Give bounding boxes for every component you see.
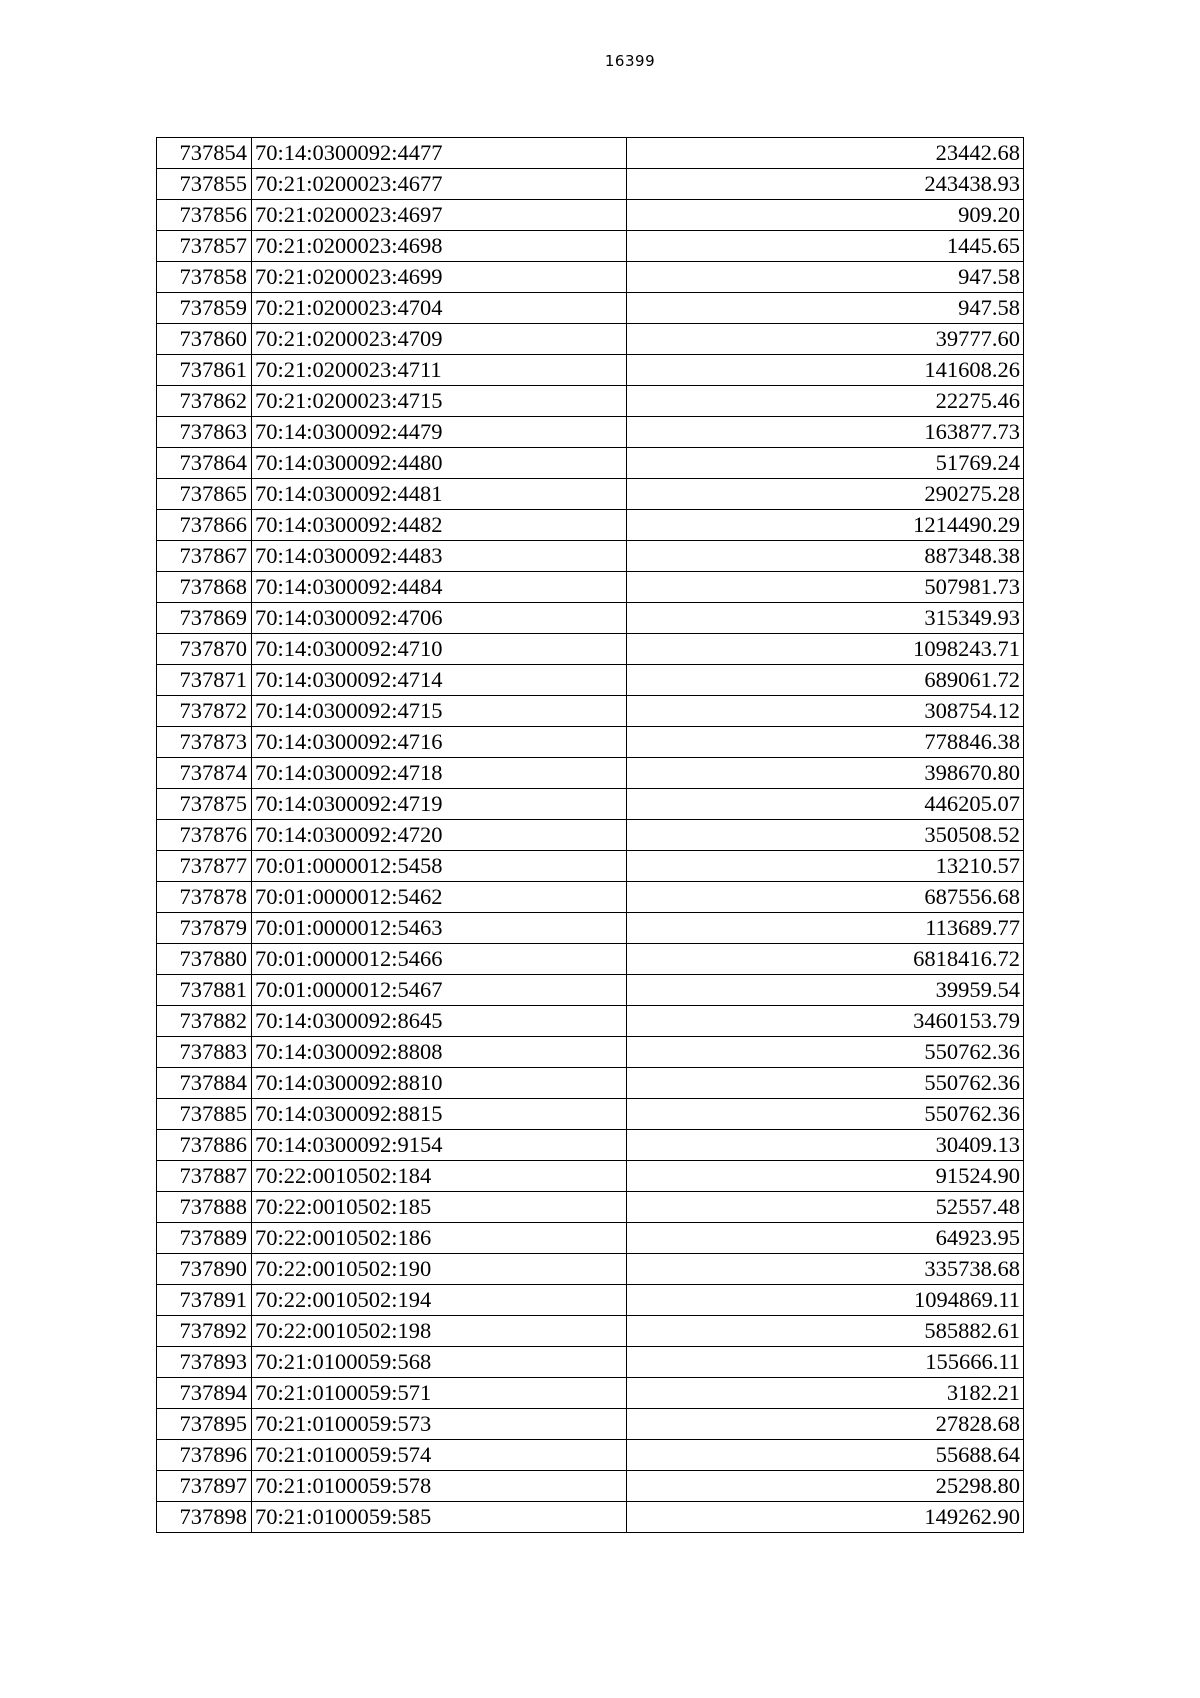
table-row bbox=[157, 138, 1024, 169]
row-number-cell: 737868 bbox=[157, 572, 252, 603]
row-number-cell: 737878 bbox=[157, 882, 252, 913]
cadastral-value-cell: 23442.68 bbox=[627, 138, 1024, 169]
cadastral-number-cell: 70:14:0300092:4715 bbox=[252, 696, 627, 727]
table-row bbox=[157, 231, 1024, 262]
cadastral-value-cell: 687556.68 bbox=[627, 882, 1024, 913]
table-row bbox=[157, 634, 1024, 665]
row-number-cell: 737860 bbox=[157, 324, 252, 355]
table-row bbox=[157, 665, 1024, 696]
cadastral-value-cell: 947.58 bbox=[627, 293, 1024, 324]
cadastral-number-cell: 70:22:0010502:184 bbox=[252, 1161, 627, 1192]
table-row bbox=[157, 572, 1024, 603]
cadastral-number-cell: 70:14:0300092:4716 bbox=[252, 727, 627, 758]
cadastral-value-cell: 39959.54 bbox=[627, 975, 1024, 1006]
cadastral-number-cell: 70:14:0300092:4710 bbox=[252, 634, 627, 665]
cadastral-value-cell: 113689.77 bbox=[627, 913, 1024, 944]
cadastral-number-cell: 70:21:0200023:4697 bbox=[252, 200, 627, 231]
table-row bbox=[157, 448, 1024, 479]
table-row bbox=[157, 293, 1024, 324]
cadastral-value-cell: 778846.38 bbox=[627, 727, 1024, 758]
cadastral-number-cell: 70:14:0300092:4481 bbox=[252, 479, 627, 510]
cadastral-value-cell: 335738.68 bbox=[627, 1254, 1024, 1285]
cadastral-value-cell: 3182.21 bbox=[627, 1378, 1024, 1409]
table-row bbox=[157, 169, 1024, 200]
cadastral-value-cell: 91524.90 bbox=[627, 1161, 1024, 1192]
row-number-cell: 737859 bbox=[157, 293, 252, 324]
row-number-cell: 737888 bbox=[157, 1192, 252, 1223]
cadastral-number-cell: 70:21:0100059:573 bbox=[252, 1409, 627, 1440]
table-row bbox=[157, 1161, 1024, 1192]
cadastral-number-cell: 70:21:0200023:4711 bbox=[252, 355, 627, 386]
cadastral-value-cell: 6818416.72 bbox=[627, 944, 1024, 975]
table-row bbox=[157, 510, 1024, 541]
row-number-cell: 737858 bbox=[157, 262, 252, 293]
row-number-cell: 737866 bbox=[157, 510, 252, 541]
table-row bbox=[157, 944, 1024, 975]
cadastral-value-cell: 446205.07 bbox=[627, 789, 1024, 820]
cadastral-number-cell: 70:21:0200023:4698 bbox=[252, 231, 627, 262]
row-number-cell: 737883 bbox=[157, 1037, 252, 1068]
cadastral-number-cell: 70:21:0100059:578 bbox=[252, 1471, 627, 1502]
cadastral-number-cell: 70:01:0000012:5458 bbox=[252, 851, 627, 882]
row-number-cell: 737880 bbox=[157, 944, 252, 975]
page-number: 16399 bbox=[604, 52, 656, 70]
row-number-cell: 737864 bbox=[157, 448, 252, 479]
table-row bbox=[157, 1130, 1024, 1161]
cadastral-number-cell: 70:01:0000012:5462 bbox=[252, 882, 627, 913]
row-number-cell: 737893 bbox=[157, 1347, 252, 1378]
cadastral-value-cell: 1214490.29 bbox=[627, 510, 1024, 541]
cadastral-value-cell: 30409.13 bbox=[627, 1130, 1024, 1161]
table-row bbox=[157, 541, 1024, 572]
cadastral-number-cell: 70:14:0300092:4719 bbox=[252, 789, 627, 820]
row-number-cell: 737885 bbox=[157, 1099, 252, 1130]
cadastral-value-cell: 689061.72 bbox=[627, 665, 1024, 696]
cadastral-number-cell: 70:14:0300092:8808 bbox=[252, 1037, 627, 1068]
table-row bbox=[157, 262, 1024, 293]
cadastral-value-cell: 39777.60 bbox=[627, 324, 1024, 355]
row-number-cell: 737890 bbox=[157, 1254, 252, 1285]
table-row bbox=[157, 386, 1024, 417]
row-number-cell: 737870 bbox=[157, 634, 252, 665]
cadastral-value-cell: 141608.26 bbox=[627, 355, 1024, 386]
table-row bbox=[157, 1502, 1024, 1533]
table-row bbox=[157, 851, 1024, 882]
cadastral-value-cell: 25298.80 bbox=[627, 1471, 1024, 1502]
table-row bbox=[157, 882, 1024, 913]
table-row bbox=[157, 1037, 1024, 1068]
table-row bbox=[157, 1347, 1024, 1378]
row-number-cell: 737854 bbox=[157, 138, 252, 169]
row-number-cell: 737877 bbox=[157, 851, 252, 882]
table-row bbox=[157, 1316, 1024, 1347]
cadastral-number-cell: 70:21:0100059:574 bbox=[252, 1440, 627, 1471]
cadastral-number-cell: 70:14:0300092:8815 bbox=[252, 1099, 627, 1130]
table-row bbox=[157, 913, 1024, 944]
cadastral-number-cell: 70:21:0200023:4709 bbox=[252, 324, 627, 355]
cadastral-number-cell: 70:14:0300092:4720 bbox=[252, 820, 627, 851]
table-row bbox=[157, 1471, 1024, 1502]
row-number-cell: 737856 bbox=[157, 200, 252, 231]
row-number-cell: 737876 bbox=[157, 820, 252, 851]
table-row bbox=[157, 1378, 1024, 1409]
cadastral-number-cell: 70:14:0300092:4479 bbox=[252, 417, 627, 448]
row-number-cell: 737861 bbox=[157, 355, 252, 386]
cadastral-number-cell: 70:21:0200023:4677 bbox=[252, 169, 627, 200]
table-row bbox=[157, 1409, 1024, 1440]
row-number-cell: 737886 bbox=[157, 1130, 252, 1161]
cadastral-value-cell: 243438.93 bbox=[627, 169, 1024, 200]
cadastral-value-cell: 27828.68 bbox=[627, 1409, 1024, 1440]
table-row bbox=[157, 417, 1024, 448]
row-number-cell: 737881 bbox=[157, 975, 252, 1006]
row-number-cell: 737862 bbox=[157, 386, 252, 417]
cadastral-number-cell: 70:21:0100059:585 bbox=[252, 1502, 627, 1533]
table-row bbox=[157, 1192, 1024, 1223]
table-row bbox=[157, 789, 1024, 820]
table-row bbox=[157, 727, 1024, 758]
cadastral-value-cell: 550762.36 bbox=[627, 1068, 1024, 1099]
cadastral-number-cell: 70:14:0300092:8645 bbox=[252, 1006, 627, 1037]
row-number-cell: 737896 bbox=[157, 1440, 252, 1471]
cadastral-number-cell: 70:22:0010502:194 bbox=[252, 1285, 627, 1316]
table-row bbox=[157, 820, 1024, 851]
row-number-cell: 737867 bbox=[157, 541, 252, 572]
cadastral-number-cell: 70:14:0300092:4480 bbox=[252, 448, 627, 479]
cadastral-value-cell: 22275.46 bbox=[627, 386, 1024, 417]
row-number-cell: 737887 bbox=[157, 1161, 252, 1192]
row-number-cell: 737889 bbox=[157, 1223, 252, 1254]
row-number-cell: 737863 bbox=[157, 417, 252, 448]
cadastral-number-cell: 70:14:0300092:4714 bbox=[252, 665, 627, 696]
cadastral-number-cell: 70:14:0300092:4484 bbox=[252, 572, 627, 603]
cadastral-number-cell: 70:01:0000012:5466 bbox=[252, 944, 627, 975]
cadastral-value-cell: 585882.61 bbox=[627, 1316, 1024, 1347]
cadastral-value-cell: 887348.38 bbox=[627, 541, 1024, 572]
cadastral-value-table bbox=[156, 137, 1024, 1533]
cadastral-value-cell: 350508.52 bbox=[627, 820, 1024, 851]
row-number-cell: 737891 bbox=[157, 1285, 252, 1316]
cadastral-value-cell: 290275.28 bbox=[627, 479, 1024, 510]
cadastral-value-cell: 308754.12 bbox=[627, 696, 1024, 727]
table-row bbox=[157, 975, 1024, 1006]
table-row bbox=[157, 324, 1024, 355]
row-number-cell: 737874 bbox=[157, 758, 252, 789]
table-row bbox=[157, 1254, 1024, 1285]
cadastral-number-cell: 70:22:0010502:186 bbox=[252, 1223, 627, 1254]
cadastral-number-cell: 70:22:0010502:190 bbox=[252, 1254, 627, 1285]
row-number-cell: 737897 bbox=[157, 1471, 252, 1502]
table-row bbox=[157, 1099, 1024, 1130]
cadastral-value-cell: 398670.80 bbox=[627, 758, 1024, 789]
table-row bbox=[157, 355, 1024, 386]
table-row bbox=[157, 603, 1024, 634]
cadastral-value-cell: 909.20 bbox=[627, 200, 1024, 231]
row-number-cell: 737855 bbox=[157, 169, 252, 200]
row-number-cell: 737875 bbox=[157, 789, 252, 820]
cadastral-value-cell: 1445.65 bbox=[627, 231, 1024, 262]
cadastral-number-cell: 70:14:0300092:4477 bbox=[252, 138, 627, 169]
table-row bbox=[157, 1223, 1024, 1254]
row-number-cell: 737879 bbox=[157, 913, 252, 944]
cadastral-value-cell: 163877.73 bbox=[627, 417, 1024, 448]
row-number-cell: 737873 bbox=[157, 727, 252, 758]
cadastral-number-cell: 70:21:0200023:4715 bbox=[252, 386, 627, 417]
row-number-cell: 737898 bbox=[157, 1502, 252, 1533]
row-number-cell: 737871 bbox=[157, 665, 252, 696]
cadastral-value-cell: 13210.57 bbox=[627, 851, 1024, 882]
row-number-cell: 737882 bbox=[157, 1006, 252, 1037]
cadastral-value-cell: 3460153.79 bbox=[627, 1006, 1024, 1037]
row-number-cell: 737892 bbox=[157, 1316, 252, 1347]
cadastral-number-cell: 70:01:0000012:5467 bbox=[252, 975, 627, 1006]
table-row bbox=[157, 1440, 1024, 1471]
cadastral-value-cell: 507981.73 bbox=[627, 572, 1024, 603]
table-row bbox=[157, 479, 1024, 510]
row-number-cell: 737869 bbox=[157, 603, 252, 634]
cadastral-number-cell: 70:01:0000012:5463 bbox=[252, 913, 627, 944]
cadastral-number-cell: 70:14:0300092:4483 bbox=[252, 541, 627, 572]
cadastral-number-cell: 70:21:0200023:4704 bbox=[252, 293, 627, 324]
cadastral-number-cell: 70:14:0300092:8810 bbox=[252, 1068, 627, 1099]
table-row bbox=[157, 696, 1024, 727]
row-number-cell: 737884 bbox=[157, 1068, 252, 1099]
cadastral-value-cell: 64923.95 bbox=[627, 1223, 1024, 1254]
row-number-cell: 737872 bbox=[157, 696, 252, 727]
table-row bbox=[157, 758, 1024, 789]
cadastral-value-cell: 947.58 bbox=[627, 262, 1024, 293]
cadastral-number-cell: 70:22:0010502:185 bbox=[252, 1192, 627, 1223]
cadastral-value-cell: 550762.36 bbox=[627, 1099, 1024, 1130]
cadastral-number-cell: 70:21:0200023:4699 bbox=[252, 262, 627, 293]
row-number-cell: 737865 bbox=[157, 479, 252, 510]
cadastral-number-cell: 70:14:0300092:4482 bbox=[252, 510, 627, 541]
cadastral-value-cell: 1094869.11 bbox=[627, 1285, 1024, 1316]
cadastral-value-cell: 1098243.71 bbox=[627, 634, 1024, 665]
table-row bbox=[157, 200, 1024, 231]
cadastral-number-cell: 70:21:0100059:571 bbox=[252, 1378, 627, 1409]
row-number-cell: 737895 bbox=[157, 1409, 252, 1440]
cadastral-number-cell: 70:14:0300092:9154 bbox=[252, 1130, 627, 1161]
cadastral-value-cell: 51769.24 bbox=[627, 448, 1024, 479]
row-number-cell: 737894 bbox=[157, 1378, 252, 1409]
table-row bbox=[157, 1006, 1024, 1037]
cadastral-value-cell: 149262.90 bbox=[627, 1502, 1024, 1533]
cadastral-number-cell: 70:22:0010502:198 bbox=[252, 1316, 627, 1347]
table-body bbox=[157, 138, 1024, 1533]
table-row bbox=[157, 1068, 1024, 1099]
cadastral-number-cell: 70:14:0300092:4718 bbox=[252, 758, 627, 789]
cadastral-value-cell: 52557.48 bbox=[627, 1192, 1024, 1223]
cadastral-value-cell: 155666.11 bbox=[627, 1347, 1024, 1378]
row-number-cell: 737857 bbox=[157, 231, 252, 262]
cadastral-value-cell: 55688.64 bbox=[627, 1440, 1024, 1471]
cadastral-number-cell: 70:21:0100059:568 bbox=[252, 1347, 627, 1378]
cadastral-number-cell: 70:14:0300092:4706 bbox=[252, 603, 627, 634]
cadastral-value-cell: 315349.93 bbox=[627, 603, 1024, 634]
cadastral-value-cell: 550762.36 bbox=[627, 1037, 1024, 1068]
table-row bbox=[157, 1285, 1024, 1316]
